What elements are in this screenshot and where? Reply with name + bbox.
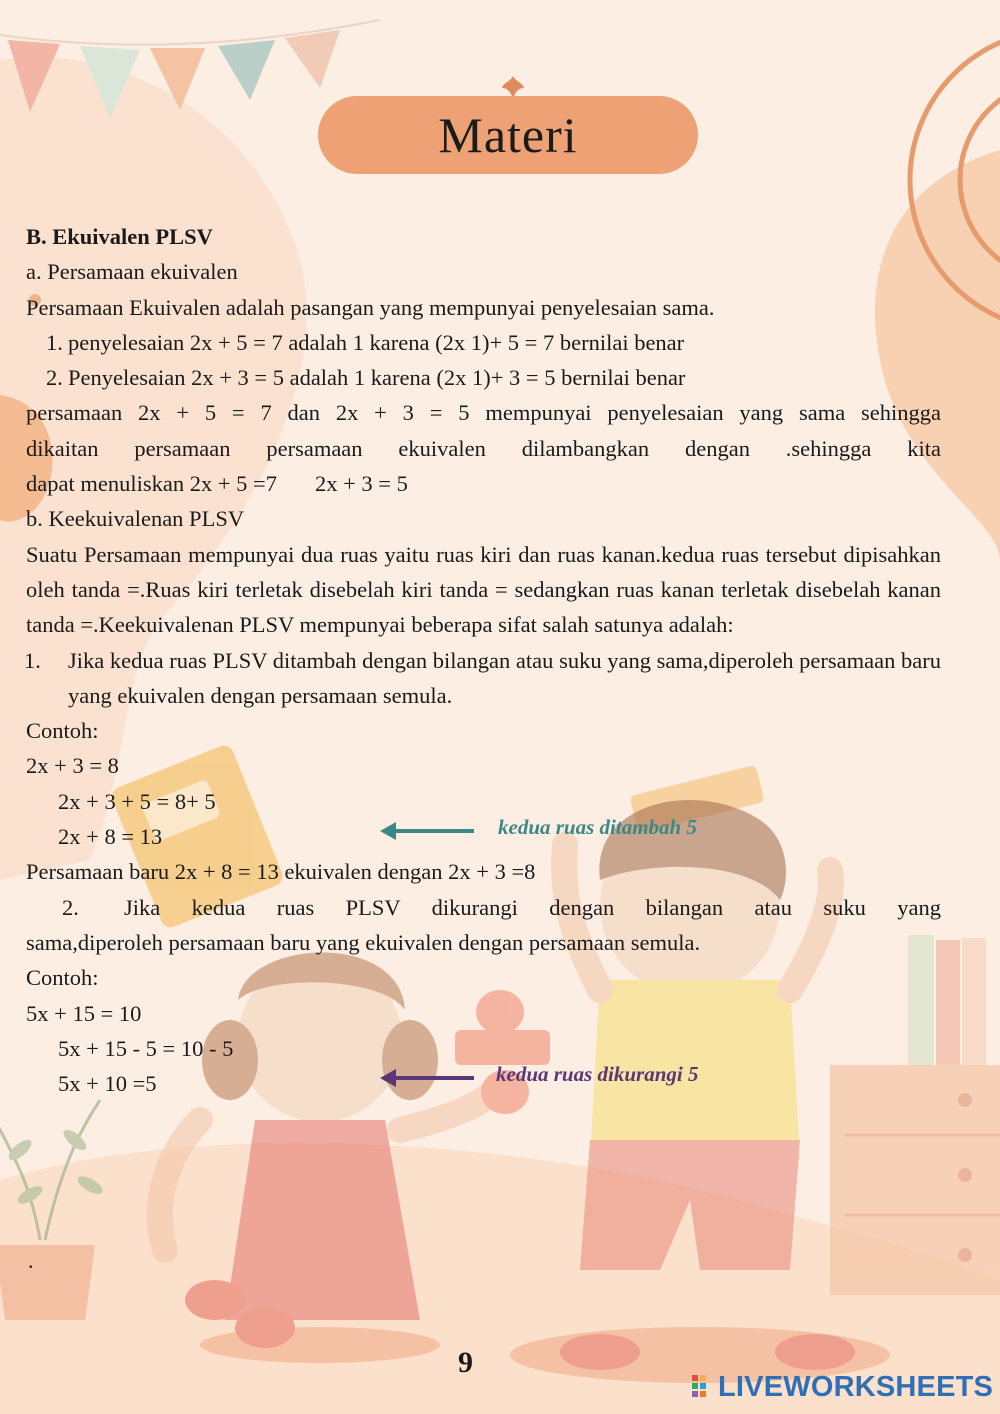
- property-2-continuation: sama,diperoleh persamaan baru yang ekuivalen dengan persamaan semula.: [26, 929, 701, 955]
- page-title: Materi: [438, 107, 578, 163]
- stray-dot: .: [28, 1248, 34, 1273]
- example-label-1: Contoh:: [26, 718, 99, 744]
- paragraph-1-line-1: persamaan 2x + 5 = 7 dan 2x + 3 = 5 mempunyai penyelesaian yang sama sehingga: [26, 400, 941, 426]
- property-text: Jika kedua ruas PLSV ditambah dengan bilangan atau suku yang sama,diperoleh persamaan baru yang ekuivalen dengan persamaan semula.: [68, 647, 941, 708]
- paragraph-2: Suatu Persamaan mempunyai dua ruas yaitu ruas kiri dan ruas kanan.kedua ruas tersebut dipisahkan oleh tanda =.Ruas kiri terletak disebelah kiri tanda = sedangkan ruas kanan terletak disebelah kanan tanda =.Keekuivalenan PLSV mempunyai beberapa sifat salah satunya adalah:: [26, 541, 941, 638]
- paragraph-1-line-2: dikaitan persamaan persamaan ekuivalen dilambangkan dengan .sehingga kita: [26, 435, 941, 461]
- subheading-b: b. Keekuivalenan PLSV: [26, 506, 245, 532]
- section-heading: B. Ekuivalen PLSV: [26, 224, 213, 249]
- property-text: Jika kedua ruas PLSV dikurangi dengan bilangan atau suku yang: [124, 894, 941, 920]
- note-add: kedua ruas ditambah 5: [498, 815, 697, 839]
- property-2: [26, 890, 941, 925]
- property-1: [26, 643, 941, 714]
- example-1-conclusion: Persamaan baru 2x + 8 = 13 ekuivalen dengan 2x + 3 =8: [26, 859, 536, 885]
- flag-teal: [218, 40, 275, 100]
- subheading-a: a. Persamaan ekuivalen: [26, 259, 238, 285]
- example-2-line: 5x + 15 = 10: [26, 1000, 142, 1026]
- property-number: 2.: [62, 894, 79, 920]
- page-number: 9: [458, 1346, 473, 1379]
- content-body: [26, 219, 941, 1101]
- brand-watermark[interactable]: [692, 1371, 993, 1404]
- list-item: [26, 360, 941, 395]
- note-subtract: kedua ruas dikurangi 5: [496, 1062, 699, 1086]
- list-number: 2.: [46, 365, 63, 391]
- paragraph-1-line-3: [26, 466, 941, 501]
- example-label-2: Contoh:: [26, 965, 99, 991]
- brand-text: LIVEWORKSHEETS: [718, 1371, 994, 1403]
- list-text: penyelesaian 2x + 5 = 7 adalah 1 karena (2x 1)+ 5 = 7 bernilai benar: [68, 329, 685, 355]
- example-1-line: 2x + 3 = 8: [26, 753, 119, 779]
- equation-left: dapat menuliskan 2x + 5 =7: [26, 471, 277, 497]
- arrow-left-icon: [378, 1066, 478, 1090]
- list-item: [26, 325, 941, 360]
- title-banner: [318, 96, 698, 174]
- property-number: 1.: [24, 647, 41, 673]
- example-1-line: 2x + 3 + 5 = 8+ 5: [58, 788, 216, 814]
- definition-text: Persamaan Ekuivalen adalah pasangan yang mempunyai penyelesaian sama.: [26, 294, 715, 320]
- example-2-line: 5x + 10 =5: [58, 1071, 157, 1097]
- example-1-line: 2x + 8 = 13: [58, 824, 163, 850]
- equation-right: 2x + 3 = 5: [314, 471, 408, 497]
- flag-peach: [285, 30, 340, 88]
- list-text: Penyelesaian 2x + 3 = 5 adalah 1 karena (2x 1)+ 3 = 5 bernilai benar: [68, 365, 686, 391]
- example-2-line: 5x + 15 - 5 = 10 - 5: [58, 1035, 234, 1061]
- arrow-left-icon: [378, 819, 478, 843]
- liveworksheets-logo-icon: [692, 1375, 714, 1401]
- list-number: 1.: [46, 329, 63, 355]
